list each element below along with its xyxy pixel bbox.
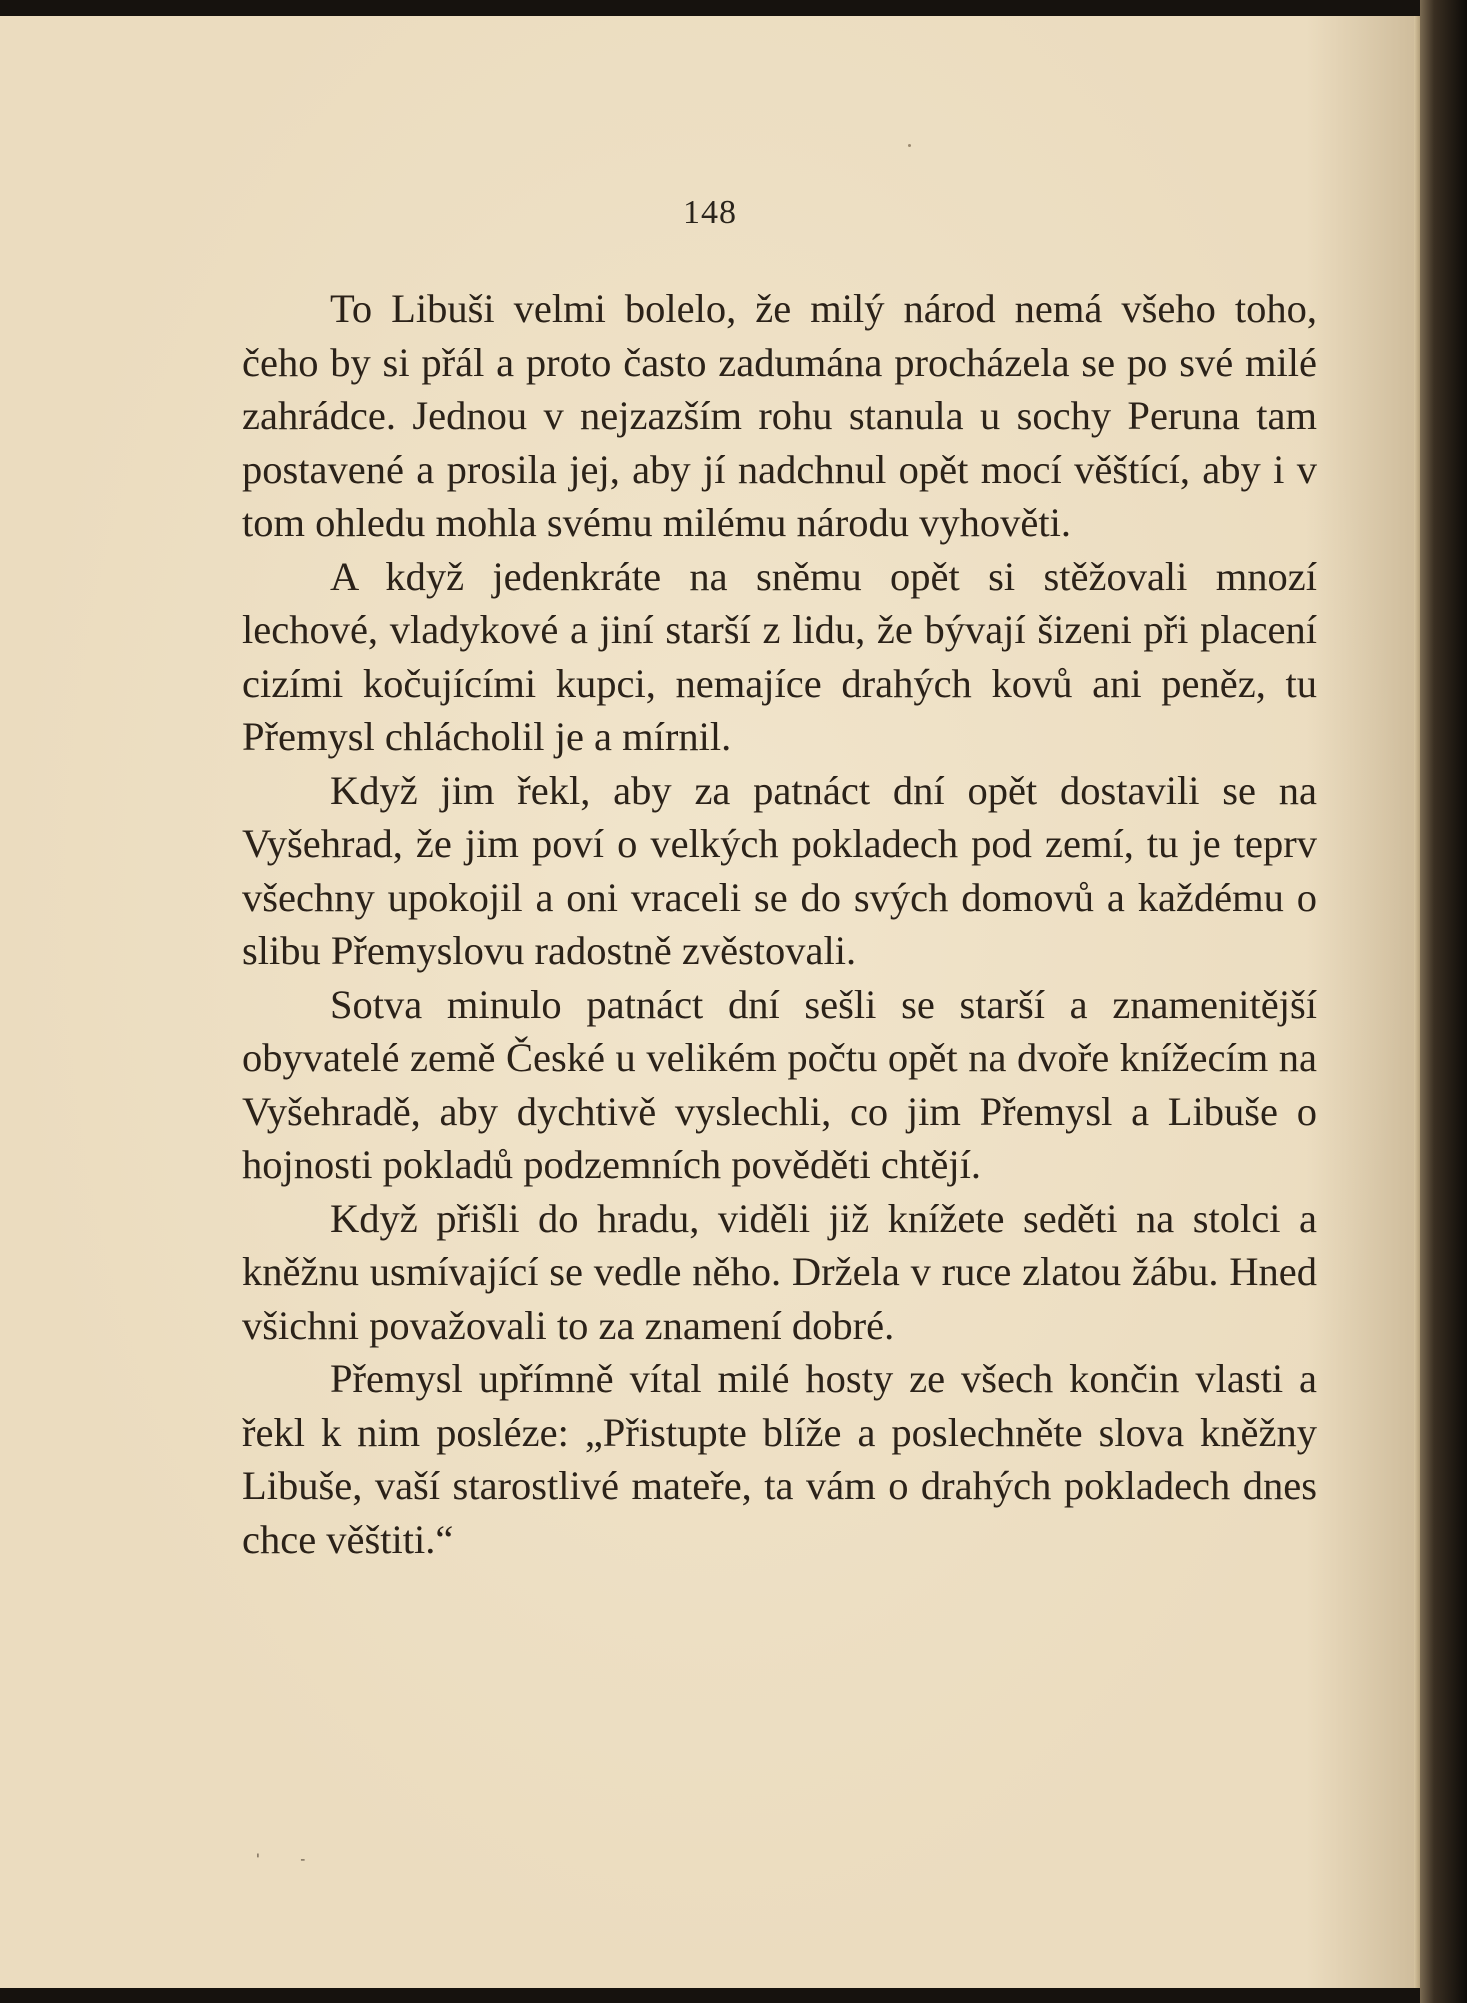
body-text [242, 282, 1317, 1566]
paragraph-1: To Libuši velmi bolelo, že milý národ nemá všeho toho, čeho by si přál a proto často zadumána procházela se po své milé zahrádce. Jednou v nejzazším rohu stanula u sochy Peruna tam postavené a prosila jej, aby jí nadchnul opět mocí věštící, aby i v tom ohledu mohla svému milému národu vyhověti. [242, 286, 1317, 545]
paragraph-2: A když jedenkráte na sněmu opět si stěžovali mnozí lechové, vladykové a jiní starší z lidu, že bývají šizeni při placení cizími kočujícími kupci, nemajíce drahých kovů ani peněz, tu Přemysl chlácholil je a mírnil. [242, 553, 1317, 759]
book-gutter [1420, 0, 1467, 2003]
paper-speck [908, 144, 911, 147]
paragraph-3: Když jim řekl, aby za patnáct dní opět dostavili se na Vyšehrad, že jim poví o velkých pokladech pod zemí, tu je teprv všechny upokojil a oni vraceli se do svých domovů a každému o slibu Přemyslovu radostně zvěstovali. [242, 767, 1317, 973]
paragraph-6: Přemysl upřímně vítal milé hosty ze všech končin vlasti a řekl k nim posléze: „Přistupte blíže a poslechněte slova kněžny Libuše, vaší starostlivé mateře, ta vám o drahých pokladech dnes chce věštiti.“ [242, 1356, 1317, 1562]
paragraph-5: Když přišli do hradu, viděli již knížete seděti na stolci a kněžnu usmívající se vedle něho. Držela v ruce zlatou žábu. Hned všichni považovali to za znamení dobré. [242, 1195, 1317, 1348]
book-page [0, 16, 1420, 1988]
bottom-marks: ' - [256, 1852, 324, 1868]
paragraph-4: Sotva minulo patnáct dní sešli se starší a znamenitější obyvatelé země České u velikém počtu opět na dvoře knížecím na Vyšehradě, aby dychtivě vyslechli, co jim Přemysl a Libuše o hojnosti pokladů podzemních pověděti chtějí. [242, 981, 1317, 1187]
page-number: 148 [683, 194, 737, 231]
